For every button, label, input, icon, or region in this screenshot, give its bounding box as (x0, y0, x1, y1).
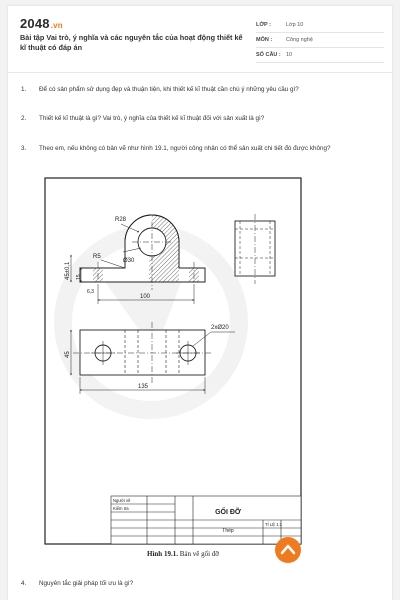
question-number: 2. (21, 115, 27, 122)
technical-drawing (35, 172, 307, 549)
meta-subject-label: MÔN : (256, 37, 273, 43)
dim-45: 45 (65, 351, 71, 358)
page-title: Bài tập Vai trò, ý nghĩa và các nguyên tắc của hoạt động thiết kế kĩ thuật có đáp án (20, 33, 243, 52)
dim-6-3: 6,3 (87, 289, 94, 295)
meta-grade-label: LỚP : (256, 22, 271, 28)
question-item (21, 579, 381, 591)
meta-count-label: SỐ CÂU : (256, 52, 281, 58)
tb-scale: TỈ LỆ 1:1 (265, 522, 282, 527)
dim-r5: R5 (93, 254, 101, 260)
question-number: 3. (21, 145, 27, 152)
figure-caption (93, 550, 273, 558)
meta-info (256, 18, 384, 63)
brand-badge-icon (274, 536, 302, 564)
document-card (8, 6, 392, 600)
meta-subject-value: Công nghệ (286, 37, 313, 43)
figure-number: Hình 19.1. (147, 550, 178, 558)
dim-135: 135 (138, 384, 149, 390)
tb-drawn-by: Người vẽ (113, 498, 131, 503)
brand-suffix: .vn (50, 21, 63, 30)
figure-caption-text: Bản vẽ gối đỡ (177, 550, 219, 558)
question-number: 1. (21, 86, 27, 93)
meta-count-value: 10 (286, 52, 293, 58)
meta-grade-value: Lớp 10 (286, 22, 304, 28)
dim-d30: Ø30 (123, 258, 135, 264)
document-header (8, 6, 392, 68)
meta-count (256, 48, 384, 63)
meta-subject (256, 33, 384, 48)
dim-r28: R28 (115, 217, 127, 223)
question-item (21, 144, 381, 166)
question-item (21, 114, 381, 126)
brand-name: 2048 (20, 16, 50, 31)
question-number: 4. (21, 580, 27, 587)
question-text: Thiết kế kĩ thuật là gì? Vai trò, ý nghĩa của thiết kế kĩ thuật đối với sản xuất là gì? (39, 115, 265, 122)
tb-material: Thép (222, 528, 234, 534)
question-text: Nguyên tắc giải pháp tối ưu là gì? (39, 580, 134, 587)
dim-15: 15 (76, 274, 82, 280)
tb-checked-by: Kiểm tra (113, 506, 129, 511)
site-logo[interactable] (20, 16, 63, 31)
dim-100: 100 (140, 294, 151, 300)
side-view (235, 214, 275, 284)
tb-part-name: GỐI ĐỠ (215, 509, 241, 516)
question-item (21, 85, 381, 97)
dim-45-tol: 45±0,1 (65, 261, 71, 280)
header-divider (8, 72, 392, 73)
meta-grade (256, 18, 384, 33)
question-text: Theo em, nếu không có bản vẽ như hình 19.1, người công nhân có thể sản xuất chi tiết đó được không? (39, 145, 331, 152)
dim-holes: 2xØ20 (211, 325, 229, 331)
question-text: Để có sản phẩm sử dụng đẹp và thuận tiện, khi thiết kế kĩ thuật cần chú ý những yêu cầu gì? (39, 86, 299, 93)
title-block (111, 496, 301, 544)
